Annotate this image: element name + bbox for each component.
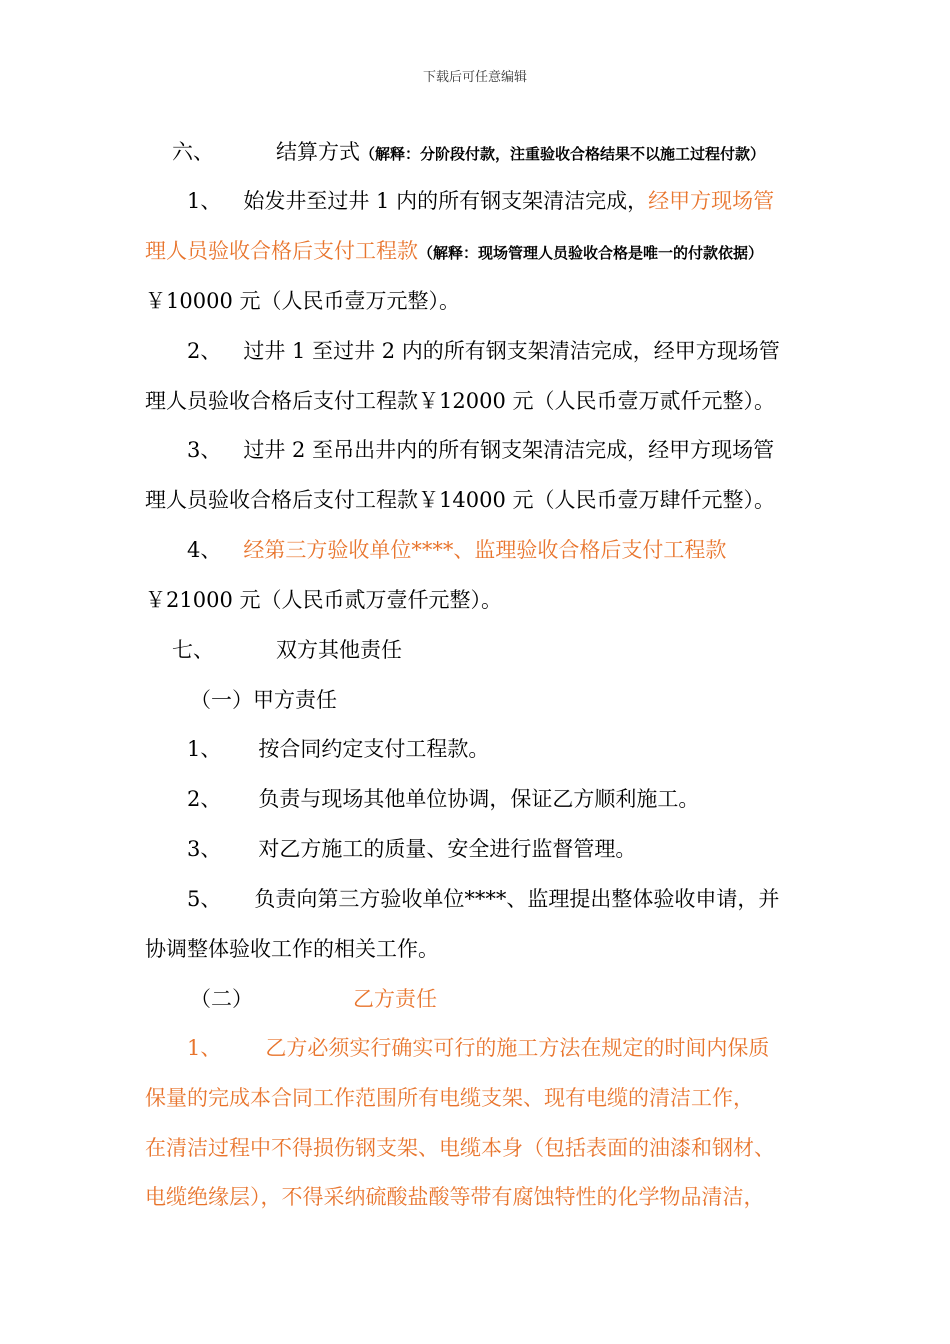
party-a-item-2 (187, 784, 699, 814)
item-number: 1、 (187, 737, 222, 761)
party-b-item-1-line-2: 保量的完成本合同工作范围所有电缆支架、现有电缆的清洁工作， (145, 1086, 754, 1110)
item-number: 3、 (187, 438, 222, 462)
payment-item-2-line-1 (187, 336, 780, 366)
page-header: 下载后可任意编辑 (422, 70, 527, 85)
party-b-number: （二） (190, 987, 253, 1011)
item-number: 2、 (187, 339, 222, 363)
item-highlight: 经第三方验收单位****、监理验收合格后支付工程款 (243, 538, 727, 562)
payment-item-1-line-2 (145, 236, 763, 268)
item-number: 1、 (187, 189, 222, 213)
party-b-title: 乙方责任 (353, 987, 437, 1011)
section-6-heading (172, 137, 765, 169)
item-text: 始发井至过井 1 内的所有钢支架清洁完成， (243, 189, 649, 213)
item-text: 过井 2 至吊出井内的所有钢支架清洁完成，经甲方现场管 (243, 438, 775, 462)
item-highlight: 理人员验收合格后支付工程款 (145, 239, 418, 263)
item-number: 4、 (187, 538, 222, 562)
payment-item-1-line-3: ￥10000 元（人民币壹万元整）。 (145, 289, 460, 313)
section-7-heading (172, 635, 402, 665)
party-a-item-3 (187, 834, 636, 864)
payment-item-1-line-1 (187, 186, 774, 216)
item-text: 负责向第三方验收单位****、监理提出整体验收申请，并 (254, 887, 780, 911)
payment-item-2-line-2: 理人员验收合格后支付工程款￥12000 元（人民币壹万贰仟元整）。 (145, 389, 775, 413)
item-text: 负责与现场其他单位协调，保证乙方顺利施工。 (258, 787, 700, 811)
item-number: 2、 (187, 787, 222, 811)
section-number: 六、 (172, 140, 214, 164)
item-number: 5、 (187, 887, 222, 911)
party-a-item-1 (187, 734, 489, 764)
payment-item-4-line-1 (187, 535, 726, 565)
item-text: 按合同约定支付工程款。 (258, 737, 490, 761)
item-note: （解释：现场管理人员验收合格是唯一的付款依据） (418, 244, 764, 262)
item-number: 3、 (187, 837, 222, 861)
item-text: 对乙方施工的质量、安全进行监督管理。 (258, 837, 637, 861)
section-number: 七、 (172, 638, 214, 662)
party-b-item-1-line-3: 在清洁过程中不得损伤钢支架、电缆本身（包括表面的油漆和钢材、 (145, 1136, 775, 1160)
item-text: 过井 1 至过井 2 内的所有钢支架清洁完成，经甲方现场管 (243, 339, 780, 363)
party-a-item-5-line-2: 协调整体验收工作的相关工作。 (145, 937, 439, 961)
payment-item-3-line-1 (187, 435, 774, 465)
party-b-item-1-line-4: 电缆绝缘层），不得采纳硫酸盐酸等带有腐蚀特性的化学物品清洁， (145, 1185, 765, 1209)
section-title: 结算方式 (276, 140, 360, 164)
section-note: （解释：分阶段付款，注重验收合格结果不以施工过程付款） (360, 145, 766, 163)
party-a-item-5-line-1 (187, 884, 779, 914)
item-number: 1、 (187, 1036, 222, 1060)
party-b-item-1-line-1 (187, 1033, 769, 1063)
payment-item-3-line-2: 理人员验收合格后支付工程款￥14000 元（人民币壹万肆仟元整）。 (145, 488, 775, 512)
payment-item-4-line-2: ￥21000 元（人民币贰万壹仟元整）。 (145, 588, 502, 612)
section-title: 双方其他责任 (276, 638, 402, 662)
party-a-heading: （一）甲方责任 (190, 688, 337, 712)
item-text: 乙方必须实行确实可行的施工方法在规定的时间内保质 (265, 1036, 770, 1060)
party-b-heading (190, 984, 437, 1014)
item-highlight: 经甲方现场管 (648, 189, 775, 213)
